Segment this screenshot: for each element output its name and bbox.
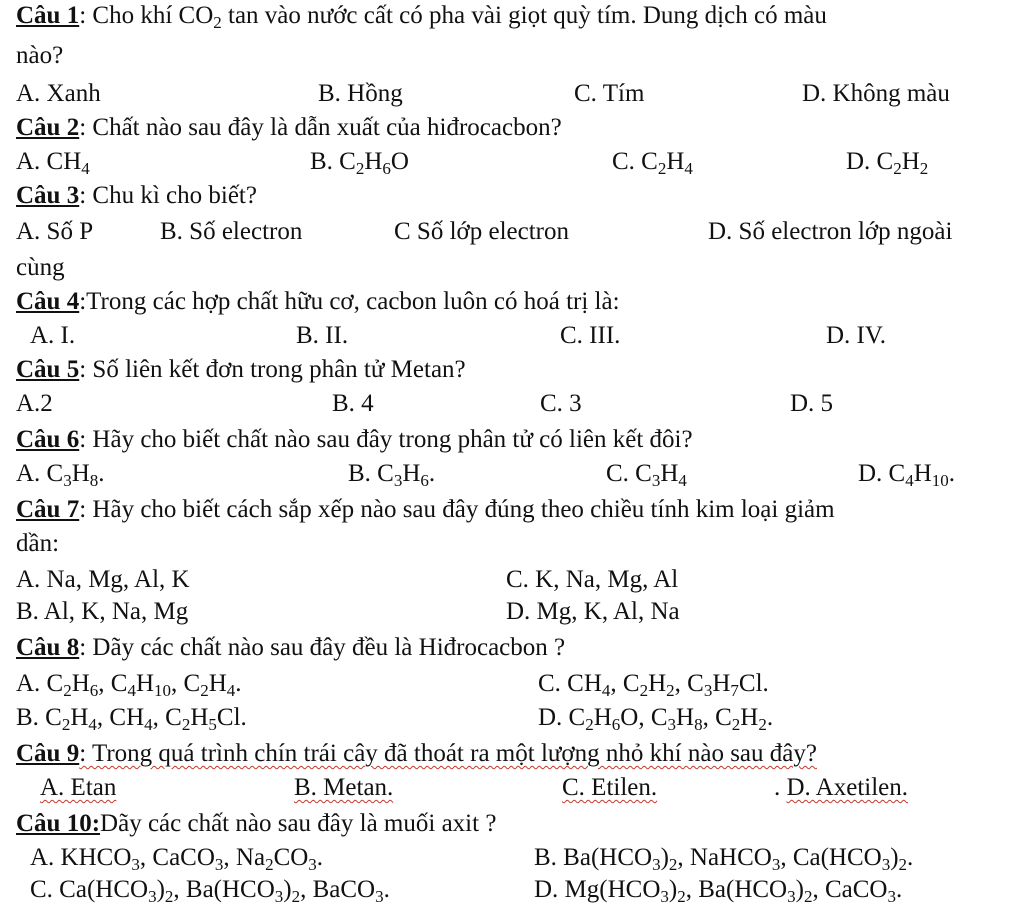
- option-c: C. $C_3H_4$: [606, 460, 687, 490]
- question-1-stem: Câu 1: Cho khí $CO_2$ tan vào nước cất có pha vài giọt quỳ tím. Dung dịch có màu: [16, 2, 827, 32]
- question-6-options: [0, 458, 1024, 490]
- option-d: D. $C_4H_{10}$.: [858, 460, 956, 490]
- option-a: A. Na, Mg, Al, K: [16, 566, 190, 593]
- option-a: A. $C_3H_8$.: [16, 460, 105, 490]
- question-10-stem: Câu 10:Dãy các chất nào sau đây là muối axit ?: [16, 810, 497, 837]
- question-1-options: [0, 78, 1024, 110]
- question-label: Câu 2: [16, 114, 80, 141]
- question-10-options-row2: [0, 874, 1024, 906]
- option-c: C. III.: [560, 322, 621, 349]
- option-d: D. 5: [790, 390, 834, 417]
- option-a: A. Số P: [16, 218, 94, 245]
- question-3-options: [0, 216, 1024, 248]
- question-9-options: [0, 772, 1024, 804]
- question-5-stem: Câu 5: Số liên kết đơn trong phân tử Metan?: [16, 356, 466, 383]
- question-3-stem: Câu 3: Chu kì cho biết?: [16, 182, 257, 209]
- option-b: B. $Ba(HCO_3)_2$, NaHCO$_3$, $Ca(HCO_3)_2$.: [534, 844, 914, 874]
- question-label: Câu 4: [16, 288, 80, 315]
- option-d: D. $C_2H_6O$, $C_3H_8$, $C_2H_2$.: [538, 704, 774, 734]
- question-2-options: [0, 146, 1024, 178]
- option-b: B. $C_3H_6$.: [348, 460, 436, 490]
- option-a: A. Xanh: [16, 80, 101, 107]
- option-a: A. $C_2H_6$, $C_4H_{10}$, $C_2H_4$.: [16, 670, 242, 700]
- option-b: B. $C_2H_4$, $CH_4$, $C_2H_5Cl$.: [16, 704, 247, 734]
- option-c: C. K, Na, Mg, Al: [506, 566, 679, 593]
- question-7-options-row1: [0, 564, 1024, 596]
- question-8-options-row1: [0, 668, 1024, 700]
- question-3-option-cont: cùng: [16, 254, 65, 281]
- question-label: Câu 3: [16, 182, 80, 209]
- question-2-stem: Câu 2: Chất nào sau đây là dẫn xuất của hiđrocacbon?: [16, 114, 562, 141]
- option-c: C. $Ca(HCO_3)_2$, $Ba(HCO_3)_2$, BaCO$_3$.: [30, 876, 390, 906]
- question-6-stem: Câu 6: Hãy cho biết chất nào sau đây trong phân tử có liên kết đôi?: [16, 426, 693, 453]
- option-b: B. Hồng: [318, 80, 403, 107]
- option-c: C. 3: [540, 390, 582, 417]
- question-8-options-row2: [0, 702, 1024, 734]
- option-a: A. $KHCO_3$, CaCO$_3$, $Na_2CO_3$.: [30, 844, 324, 874]
- question-10-options-row1: [0, 842, 1024, 874]
- option-d: D. $C_2H_2$: [846, 148, 929, 178]
- question-label: Câu 6: [16, 426, 80, 453]
- option-d: D. IV.: [826, 322, 886, 349]
- question-label: Câu 1: [16, 2, 80, 29]
- option-c: C. $C_2H_4$: [612, 148, 693, 178]
- question-9-stem: Câu 9: Trong quá trình chín trái cây đã thoát ra một lượng nhỏ khí nào sau đây?: [16, 740, 817, 767]
- option-c: C Số lớp electron: [394, 218, 569, 245]
- option-a: A. Etan: [40, 774, 117, 801]
- option-a: A. $CH_4$: [16, 148, 90, 178]
- option-b: B. Số electron: [160, 218, 303, 245]
- question-label: Câu 8: [16, 634, 80, 661]
- question-label: Câu 7: [16, 496, 80, 523]
- question-1-stem-cont: nào?: [16, 42, 64, 69]
- question-7-stem-cont: dần:: [16, 530, 60, 557]
- option-d: . D. Axetilen.: [774, 774, 909, 801]
- question-7-stem: Câu 7: Hãy cho biết cách sắp xếp nào sau đây đúng theo chiều tính kim loại giảm: [16, 496, 835, 523]
- option-b: B. $C_2H_6O$: [310, 148, 409, 178]
- option-b: B. Metan.: [294, 774, 394, 801]
- question-label: Câu 9: [16, 740, 80, 767]
- option-d: D. Mg, K, Al, Na: [506, 598, 680, 625]
- option-d: D. $Mg(HCO_3)_2$, $Ba(HCO_3)_2$, CaCO$_3$.: [534, 876, 903, 906]
- option-a: A. I.: [30, 322, 76, 349]
- option-d: D. Không màu: [802, 80, 950, 107]
- question-4-stem: Câu 4:Trong các hợp chất hữu cơ, cacbon luôn có hoá trị là:: [16, 288, 620, 315]
- option-c: C. Tím: [574, 80, 645, 107]
- question-4-options: [0, 320, 1024, 352]
- option-d: D. Số electron lớp ngoài: [708, 218, 953, 245]
- option-c: C. $CH_4$, $C_2H_2$, $C_3H_7Cl$.: [538, 670, 769, 700]
- option-b: B. Al, K, Na, Mg: [16, 598, 189, 625]
- question-label: Câu 10:: [16, 810, 101, 837]
- option-b: B. 4: [332, 390, 374, 417]
- option-a: A.2: [16, 390, 53, 417]
- question-7-options-row2: [0, 596, 1024, 628]
- question-5-options: [0, 388, 1024, 420]
- option-b: B. II.: [296, 322, 349, 349]
- question-label: Câu 5: [16, 356, 80, 383]
- option-c: C. Etilen.: [562, 774, 658, 801]
- question-8-stem: Câu 8: Dãy các chất nào sau đây đều là Hiđrocacbon ?: [16, 634, 566, 661]
